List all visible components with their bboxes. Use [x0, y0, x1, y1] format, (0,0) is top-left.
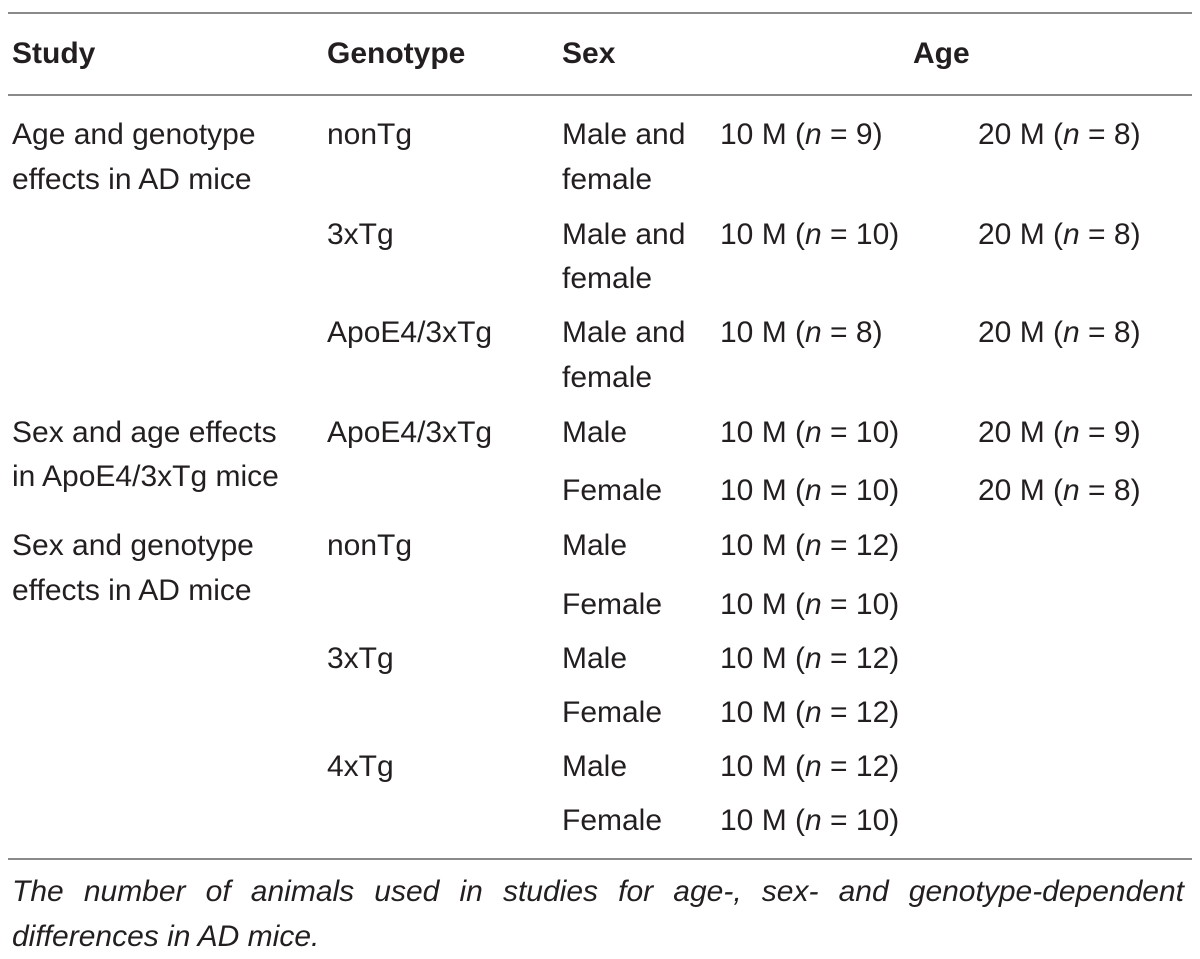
row-3-sex-line2: female [562, 361, 653, 394]
header-study: Study [12, 37, 96, 70]
table-top-rule [8, 12, 1192, 14]
row-11-sex: Female [562, 804, 663, 837]
header-sex: Sex [562, 37, 616, 70]
row-6-age-10m: 10 M (n = 12) [720, 529, 900, 562]
header-age: Age [913, 37, 970, 70]
row-3-genotype: ApoE4/3xTg [327, 316, 493, 349]
row-1-genotype: nonTg [327, 118, 413, 151]
row-6-sex: Male [562, 529, 628, 562]
row-2-genotype: 3xTg [327, 218, 394, 251]
row-10-age-10m: 10 M (n = 12) [720, 750, 900, 783]
row-3-sex-line1: Male and [562, 316, 686, 349]
row-5-age-20m: 20 M (n = 8) [978, 474, 1141, 507]
row-2-age-20m: 20 M (n = 8) [978, 218, 1141, 251]
row-6-genotype: nonTg [327, 529, 413, 562]
row-2-sex-line1: Male and [562, 218, 686, 251]
row-9-age-10m: 10 M (n = 12) [720, 696, 900, 729]
row-4-age-20m: 20 M (n = 9) [978, 416, 1141, 449]
row-7-age-10m: 10 M (n = 10) [720, 588, 900, 621]
study-group-2-line2: in ApoE4/3xTg mice [12, 460, 279, 493]
table-caption: The number of animals used in studies for age-, sex- and genotype-dependent differences in AD mice. [12, 875, 1184, 953]
study-group-2-line1: Sex and age effects [12, 416, 277, 449]
row-1-sex-line2: female [562, 163, 653, 196]
table-bottom-rule [8, 858, 1192, 860]
row-5-age-10m: 10 M (n = 10) [720, 474, 900, 507]
row-7-sex: Female [562, 588, 663, 621]
row-3-age-10m: 10 M (n = 8) [720, 316, 883, 349]
row-8-genotype: 3xTg [327, 642, 394, 675]
table-header-rule [8, 94, 1192, 96]
row-1-sex-line1: Male and [562, 118, 686, 151]
row-1-age-20m: 20 M (n = 8) [978, 118, 1141, 151]
row-8-age-10m: 10 M (n = 12) [720, 642, 900, 675]
row-9-sex: Female [562, 696, 663, 729]
row-8-sex: Male [562, 642, 628, 675]
row-2-age-10m: 10 M (n = 10) [720, 218, 900, 251]
row-2-sex-line2: female [562, 262, 653, 295]
row-4-genotype: ApoE4/3xTg [327, 416, 493, 449]
row-4-sex: Male [562, 416, 628, 449]
row-11-age-10m: 10 M (n = 10) [720, 804, 900, 837]
study-group-3-line2: effects in AD mice [12, 574, 252, 607]
row-10-sex: Male [562, 750, 628, 783]
row-3-age-20m: 20 M (n = 8) [978, 316, 1141, 349]
row-10-genotype: 4xTg [327, 750, 394, 783]
row-1-age-10m: 10 M (n = 9) [720, 118, 883, 151]
study-group-1-line1: Age and genotype [12, 118, 256, 151]
row-5-sex: Female [562, 474, 663, 507]
header-genotype: Genotype [327, 37, 466, 70]
study-group-1-line2: effects in AD mice [12, 163, 252, 196]
study-group-3-line1: Sex and genotype [12, 529, 254, 562]
row-4-age-10m: 10 M (n = 10) [720, 416, 900, 449]
